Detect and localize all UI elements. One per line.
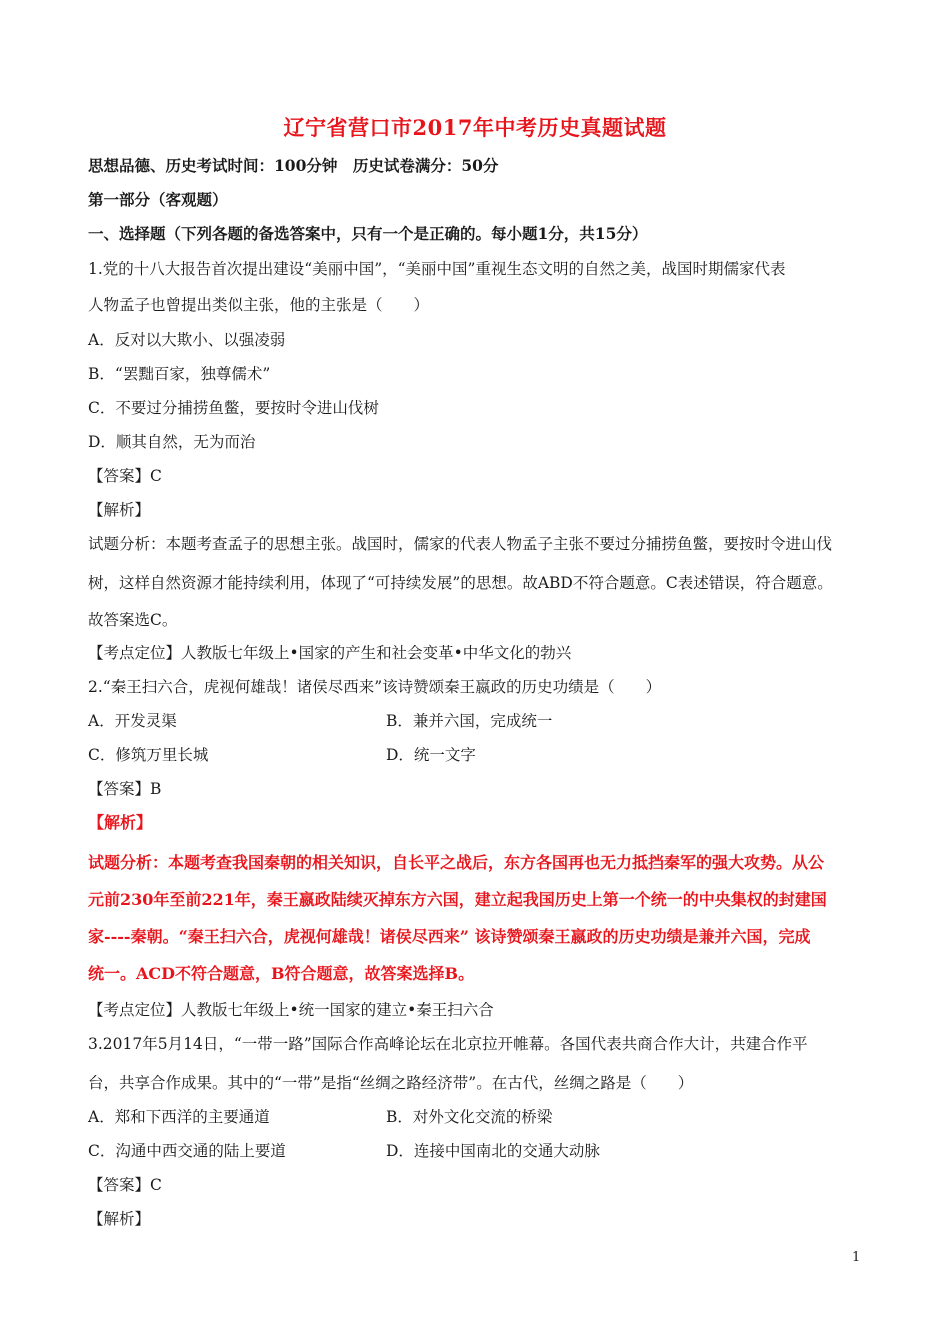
part-heading: 第一部分（客观题）: [88, 190, 228, 209]
q2-option-c: C．修筑万里长城: [88, 746, 209, 764]
q1-answer: 【答案】C: [88, 467, 162, 485]
q3-option-a: A．郑和下西洋的主要通道: [88, 1108, 270, 1126]
q2-analysis-line-1: 试题分析：本题考查我国秦朝的相关知识，自长平之战后，东方各国再也无力抵挡秦军的强大攻势。从公: [88, 853, 825, 872]
page-title: 辽宁省营口市2017年中考历史真题试题: [283, 115, 667, 140]
q2-analysis-line-3: 家----秦朝。“秦王扫六合，虎视何雄哉！诸侯尽西来” 该诗赞颂秦王嬴政的历史功绩是兼并六国，完成: [88, 927, 811, 946]
q2-option-a: A．开发灵渠: [88, 712, 177, 730]
q1-option-c: C．不要过分捕捞鱼鳖，要按时令进山伐树: [88, 399, 379, 417]
q2-options-row-1: [88, 709, 868, 731]
q1-analysis-line-3: 故答案选C。: [88, 611, 178, 629]
exam-info: 思想品德、历史考试时间：100分钟 历史试卷满分：50分: [88, 156, 499, 175]
page-number: 1: [852, 1250, 861, 1265]
section-heading: 一、选择题（下列各题的备选答案中，只有一个是正确的。每小题1分，共15分）: [88, 224, 648, 243]
q2-stem: 2.“秦王扫六合，虎视何雄哉！诸侯尽西来”该诗赞颂秦王嬴政的历史功绩是（ ）: [88, 678, 662, 696]
q1-kaodian: 【考点定位】人教版七年级上•国家的产生和社会变革•中华文化的勃兴: [88, 644, 572, 662]
q2-options-row-2: [88, 743, 868, 765]
q2-analysis-line-2: 元前230年至前221年，秦王嬴政陆续灭掉东方六国，建立起我国历史上第一个统一的中央集权的封建国: [88, 890, 827, 909]
q1-analysis-line-1: 试题分析：本题考查孟子的思想主张。战国时，儒家的代表人物孟子主张不要过分捕捞鱼鳖，要按时令进山伐: [88, 535, 833, 553]
q2-option-d: D．统一文字: [386, 746, 476, 764]
q2-answer: 【答案】B: [88, 780, 162, 798]
q3-stem-line-2: 台，共享合作成果。其中的“一带”是指“丝绸之路经济带”。在古代，丝绸之路是（ ）: [88, 1074, 694, 1092]
q1-option-b: B．“罢黜百家，独尊儒术”: [88, 365, 271, 383]
q1-stem-line-1: 1.党的十八大报告首次提出建设“美丽中国”，“美丽中国”重视生态文明的自然之美，战国时期儒家代表: [88, 260, 786, 278]
q3-analysis-label: 【解析】: [88, 1210, 151, 1228]
q3-answer: 【答案】C: [88, 1176, 162, 1194]
q3-option-b: B．对外文化交流的桥梁: [386, 1108, 553, 1126]
q1-option-a: A．反对以大欺小、以强凌弱: [88, 331, 286, 349]
q3-stem-line-1: 3.2017年5月14日，“一带一路”国际合作高峰论坛在北京拉开帷幕。各国代表共商合作大计，共建合作平: [88, 1035, 808, 1053]
q3-option-d: D．连接中国南北的交通大动脉: [386, 1142, 600, 1160]
q2-option-b: B．兼并六国，完成统一: [386, 712, 553, 730]
q1-stem-line-2: 人物孟子也曾提出类似主张，他的主张是（ ）: [88, 296, 430, 314]
q3-option-c: C．沟通中西交通的陆上要道: [88, 1142, 286, 1160]
q2-kaodian: 【考点定位】人教版七年级上•统一国家的建立•秦王扫六合: [88, 1001, 494, 1019]
q1-option-d: D．顺其自然，无为而治: [88, 433, 256, 451]
q1-analysis-line-2: 树，这样自然资源才能持续利用，体现了“可持续发展”的思想。故ABD不符合题意。C表述错误，符合题意。: [88, 574, 833, 592]
q3-options-row-2: [88, 1139, 868, 1161]
q3-options-row-1: [88, 1105, 868, 1127]
q2-analysis-label: 【解析】: [88, 813, 153, 832]
q2-analysis-line-4: 统一。ACD不符合题意，B符合题意，故答案选择B。: [88, 964, 475, 983]
q1-analysis-label: 【解析】: [88, 501, 151, 519]
